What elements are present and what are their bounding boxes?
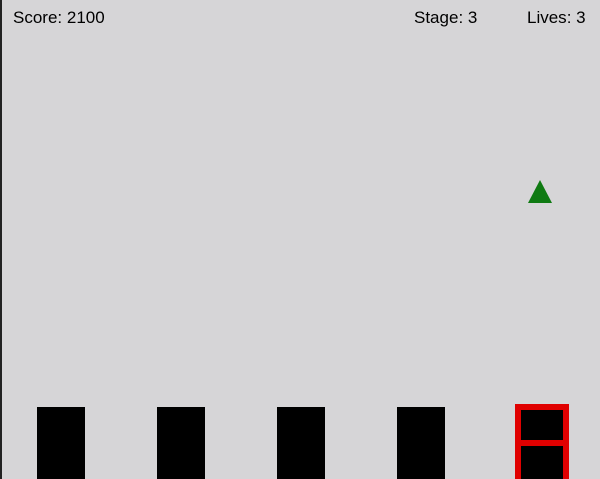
pillar-2 — [157, 407, 205, 479]
player-ship[interactable] — [528, 180, 552, 203]
pillar-1 — [37, 407, 85, 479]
stage-value: 3 — [467, 8, 478, 27]
score-display — [13, 7, 105, 29]
lives-value: 3 — [576, 8, 586, 27]
lives-label: Lives : — [527, 8, 576, 27]
gate-cell-bottom — [521, 446, 563, 479]
pillar-3 — [277, 407, 325, 479]
stage-label: Stage : — [414, 8, 468, 27]
score-label: Score : — [13, 8, 67, 27]
score-value: 2100 — [66, 8, 105, 27]
pillar-4 — [397, 407, 445, 479]
gate-cell-top — [521, 410, 563, 440]
stage-display — [414, 7, 477, 29]
pillar-5-highlighted — [515, 404, 569, 479]
lives-display — [527, 7, 586, 29]
